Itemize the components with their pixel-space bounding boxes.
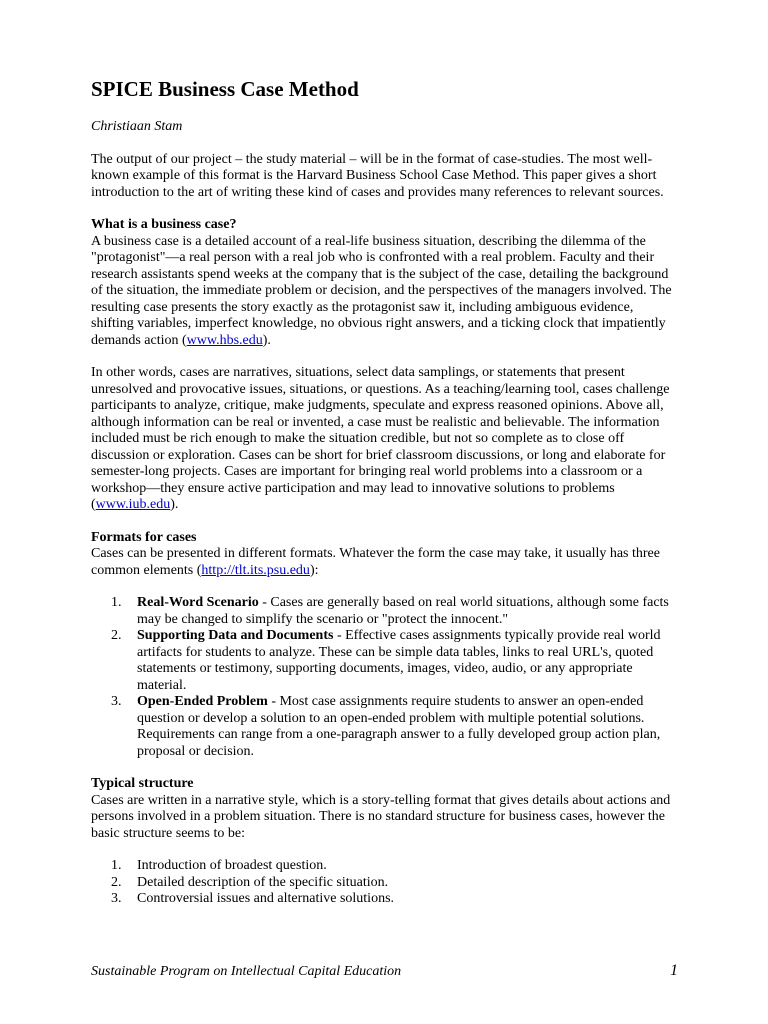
- author-name: Christiaan Stam: [91, 119, 183, 134]
- list-item-text: - Effective cases assignments typically provide real world artifacts for students to analyze. These can be simple data tables, links to real URL's, quoted statements or testimony, supporting documents, images, video, audio, or any appropriate material.: [137, 628, 661, 693]
- list-number: 2.: [111, 628, 122, 643]
- list-item: [91, 595, 676, 628]
- page-title: SPICE Business Case Method: [91, 77, 359, 101]
- list-item: [91, 694, 676, 760]
- list-item-text: - Most case assignments require students to answer an open-ended question or develop a solution to an open-ended problem with multiple potential solutions. Requirements can range from a one-paragraph answer to a fully developed group action plan, proposal or decision.: [137, 694, 661, 759]
- page-footer: [91, 964, 678, 980]
- footer-program-name: Sustainable Program on Intellectual Capital Education: [91, 964, 402, 979]
- page-number: 1: [670, 962, 678, 979]
- narratives-tail: ).: [170, 497, 179, 512]
- list-item: [91, 875, 676, 892]
- list-item: [91, 858, 676, 875]
- business-case-text: A business case is a detailed account of a real-life business situation, describing the dilemma of the "protagonist"—a real person with a real job who is confronted with a real problem. Faculty and their research assistants spend weeks at the company that is the subject of the case, detailing the background of the situation, the immediate problem or decision, and the perspectives of the managers involved. The resulting case presents the story exactly as the protagonist saw it, including ambiguous evidence, shifting variables, imperfect knowledge, no obvious right answers, and a ticking clock that impatiently demands action (: [91, 233, 672, 348]
- iub-link[interactable]: www.iub.edu: [95, 497, 171, 512]
- section-heading-business-case: What is a business case?: [91, 217, 237, 232]
- list-number: 3.: [111, 694, 122, 709]
- business-case-paragraph: [91, 234, 676, 350]
- list-item-lead: Supporting Data and Documents: [137, 628, 334, 643]
- section-heading-structure: Typical structure: [91, 776, 194, 791]
- section-heading-formats: Formats for cases: [91, 529, 197, 545]
- formats-tail: ):: [309, 562, 319, 578]
- structure-list: [91, 858, 676, 908]
- formats-list: [91, 595, 676, 760]
- list-item-lead: Open-Ended Problem: [137, 694, 268, 709]
- narratives-paragraph: [91, 365, 676, 514]
- list-number: 2.: [111, 874, 122, 890]
- list-item-text: - Cases are generally based on real world situations, although some facts may be changed to simplify the scenario or "protect the innocent.": [137, 595, 669, 627]
- list-number: 3.: [111, 891, 122, 906]
- list-item: [91, 891, 676, 908]
- document-page: [91, 77, 676, 908]
- list-item-lead: Real-Word Scenario: [137, 595, 259, 610]
- psu-link[interactable]: http://tlt.its.psu.edu: [201, 562, 310, 578]
- hbs-link[interactable]: www.hbs.edu: [186, 332, 263, 348]
- list-item: [91, 628, 676, 694]
- list-number: 1.: [111, 595, 122, 610]
- list-number: 1.: [111, 858, 122, 873]
- business-case-tail: ).: [262, 332, 271, 348]
- formats-paragraph: [91, 546, 676, 579]
- list-item-text: Detailed description of the specific situation.: [137, 874, 389, 890]
- formats-text: Cases can be presented in different formats. Whatever the form the case may take, it usually has three common elements (: [91, 546, 660, 578]
- list-item-text: Introduction of broadest question.: [137, 858, 327, 873]
- list-item-text: Controversial issues and alternative solutions.: [137, 891, 395, 906]
- structure-paragraph: Cases are written in a narrative style, which is a story-telling format that gives details about actions and persons involved in a problem situation. There is no standard structure for business cases, however the basic structure seems to be:: [91, 792, 671, 841]
- narratives-text: In other words, cases are narratives, situations, select data samplings, or statements that present unresolved and provocative issues, situations, or questions. As a teaching/learning tool, cases challenge participants to analyze, critique, make judgments, speculate and express reasoned opinions. Above all, although information can be real or invented, a case must be realistic and believable. The information included must be rich enough to make the situation credible, but not so complete as to close off discussion or exploration. Cases can be short for brief classroom discussions, or long and elaborate for semester-long projects. Cases are important for bringing real world problems into a classroom or a workshop—they ensure active participation and may lead to innovative solutions to problems (: [91, 365, 670, 512]
- intro-paragraph: The output of our project – the study material – will be in the format of case-studies. The most well-known example of this format is the Harvard Business School Case Method. This paper gives a short introduction to the art of writing these kind of cases and provides many references to relevant sources.: [91, 151, 664, 200]
